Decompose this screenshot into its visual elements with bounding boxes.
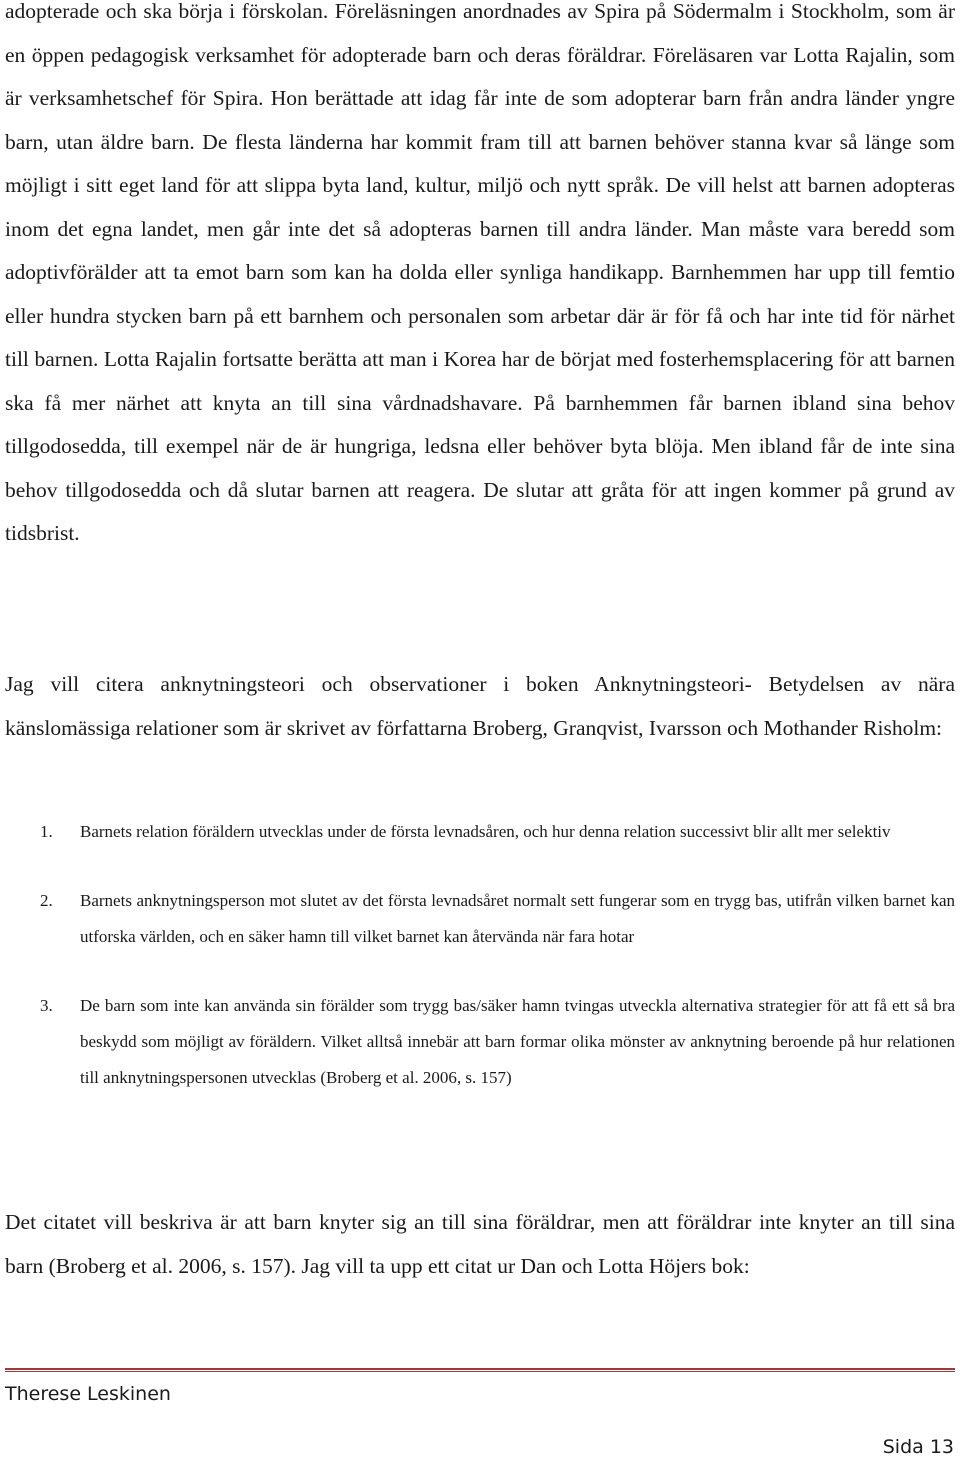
page-number: Sida 13 — [882, 1436, 954, 1458]
list-item — [0, 883, 955, 955]
body-paragraph-2: Jag vill citera anknytningsteori och observationer i boken Anknytningsteori- Betydelsen av nära känslomässiga relationer som är skrivet av författarna Broberg, Granqvist, Ivarsson och Mothander Risholm: — [5, 672, 955, 740]
body-paragraph-3: Det citatet vill beskriva är att barn knyter sig an till sina föräldrar, men att föräldrar inte knyter an till sina barn (Broberg et al. 2006, s. 157). Jag vill ta upp ett citat ur Dan och Lotta Höjers bok: — [5, 1210, 955, 1278]
body-paragraph-1: adopterade och ska börja i förskolan. Föreläsningen anordnades av Spira på Södermalm i Stockholm, som är en öppen pedagogisk verksamhet för adopterade barn och deras föräldrar. Föreläsaren var Lotta Rajalin, som är verksamhetschef för Spira. Hon berättade att idag får inte de som adopterar barn från andra länder yngre barn, utan äldre barn. De flesta länderna har kommit fram till att barnen behöver stanna kvar så länge som möjligt i sitt eget land för att slippa byta land, kultur, miljö och nytt språk. De vill helst att barnen adopteras inom det egna landet, men går inte det så adopteras barnen till andra länder. Man måste vara beredd som adoptivförälder att ta emot barn som kan ha dolda eller synliga handikapp. Barnhemmen har upp till femtio eller hundra stycken barn på ett barnhem och personalen som arbetar där är för få och har inte tid för närhet till barnen. Lotta Rajalin fortsatte berätta att man i Korea har de börjat med fosterhemsplacering för att barnen ska få mer närhet att knyta an till sina vårdnadshavare. På barnhemmen får barnen ibland sina behov tillgodosedda, till exempel när de är hungriga, ledsna eller behöver byta blöja. Men ibland får de inte sina behov tillgodosedda och då slutar barnen att reagera. De slutar att gråta för att ingen kommer på grund av tidsbrist. — [5, 0, 955, 545]
footer-divider — [5, 1368, 955, 1372]
quote-list — [0, 814, 955, 1129]
list-item-text: De barn som inte kan använda sin förälder som trygg bas/säker hamn tvingas utveckla alternativa strategier för att få ett så bra beskydd som möjligt av föräldern. Vilket alltså innebär att barn formar olika mönster av anknytning beroende på hur relationen till anknytningspersonen utvecklas (Broberg et al. 2006, s. 157) — [80, 996, 955, 1087]
list-item — [0, 988, 955, 1096]
list-item-number: 1. — [40, 822, 53, 841]
list-item-number: 2. — [40, 891, 53, 910]
list-item-text: Barnets relation föräldern utvecklas under de första levnadsåren, och hur denna relation successivt blir allt mer selektiv — [80, 822, 891, 841]
footer-author: Therese Leskinen — [5, 1383, 171, 1405]
list-item — [0, 814, 955, 850]
list-item-text: Barnets anknytningsperson mot slutet av det första levnadsåret normalt sett fungerar som en trygg bas, utifrån vilken barnet kan utforska världen, och en säker hamn till vilket barnet kan återvända när fara hotar — [80, 891, 955, 946]
list-item-number: 3. — [40, 996, 53, 1015]
